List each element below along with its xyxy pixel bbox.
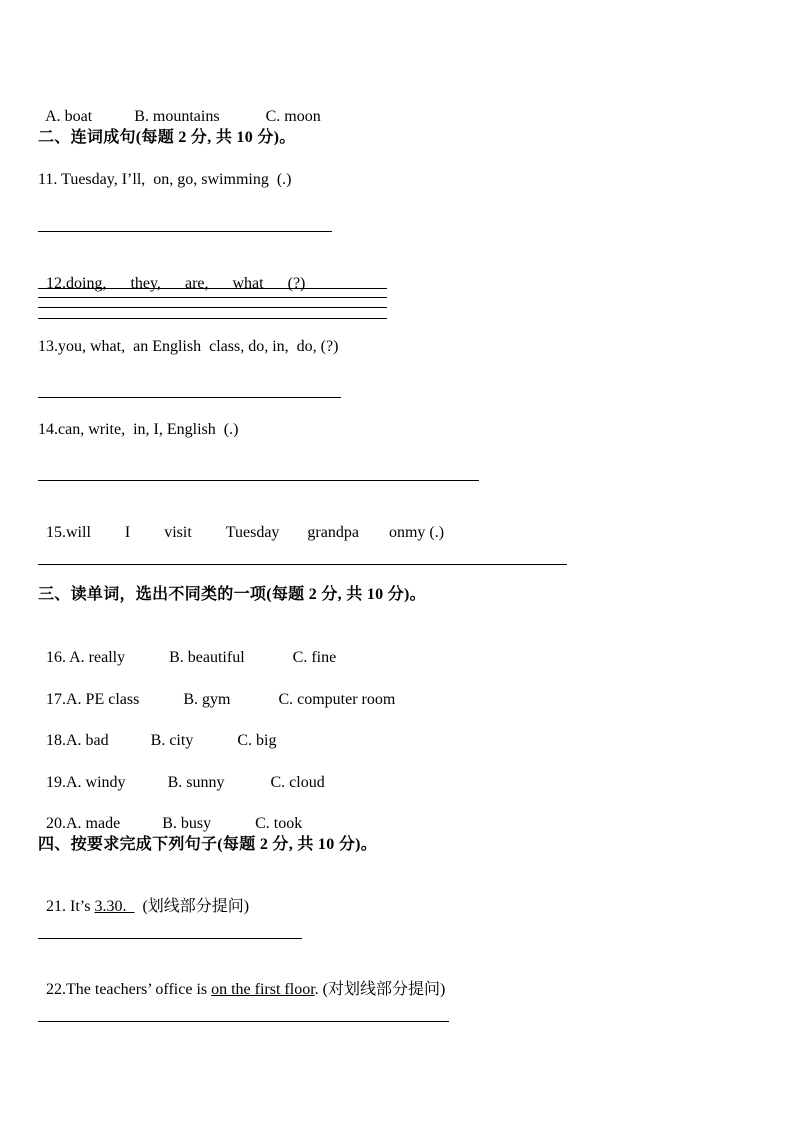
q21-prefix: 21. It’s xyxy=(46,898,95,915)
q15-word: visit xyxy=(164,524,192,541)
q19-option-a: A. windy xyxy=(66,774,126,791)
q22-answer-line[interactable] xyxy=(38,1021,449,1022)
q21-instruction: (划线部分提问) xyxy=(134,898,250,915)
q12-word: are, xyxy=(184,275,209,292)
q22-underlined-answer: on the first floor xyxy=(211,981,315,998)
q12-word: they, xyxy=(130,275,161,292)
section3-heading: 三、读单词，选出不同类的一项(每题 2 分, 共 10 分)。 xyxy=(38,586,426,603)
q17-num: 17. xyxy=(46,691,66,708)
q16-option-a: A. really xyxy=(69,649,126,666)
q12-num: 12. xyxy=(46,275,66,292)
q15-word: grandpa xyxy=(307,524,359,541)
q18-num: 18. xyxy=(46,732,66,749)
q22-instruction: . (对划线部分提问) xyxy=(314,981,446,998)
q15-num: 15. xyxy=(46,524,66,541)
q18-row xyxy=(38,711,276,751)
q21-row xyxy=(38,877,249,917)
q22-prefix: 22.The teachers’ office is xyxy=(46,981,212,998)
q16-option-b: B. beautiful xyxy=(169,649,245,666)
q15-word: I xyxy=(124,524,131,541)
q12-answer-line-4[interactable] xyxy=(38,318,387,319)
q12-answer-line-3[interactable] xyxy=(38,307,387,308)
q15-word: Tuesday xyxy=(225,524,280,541)
q18-option-c: C. big xyxy=(237,732,277,749)
q10-option-b: B. mountains xyxy=(134,108,220,125)
q14-answer-line[interactable] xyxy=(38,480,479,481)
q15-word: will xyxy=(66,524,91,541)
q13-text: 13.you, what, an English class, do, in, do, (?) xyxy=(38,338,339,355)
q16-num: 16. xyxy=(46,649,70,666)
section4-heading: 四、按要求完成下列句子(每题 2 分, 共 10 分)。 xyxy=(38,836,378,853)
q21-answer-line[interactable] xyxy=(38,938,302,939)
q10-option-a: A. boat xyxy=(45,108,93,125)
q20-option-a: A. made xyxy=(66,815,121,832)
q17-option-c: C. computer room xyxy=(278,691,396,708)
q15-answer-line[interactable] xyxy=(38,564,567,565)
q12-word: doing, xyxy=(66,275,107,292)
q17-option-b: B. gym xyxy=(183,691,231,708)
q15-row xyxy=(38,503,444,543)
q20-option-c: C. took xyxy=(255,815,303,832)
q19-row xyxy=(38,753,325,793)
q18-option-a: A. bad xyxy=(66,732,109,749)
q19-num: 19. xyxy=(46,774,66,791)
q19-option-c: C. cloud xyxy=(270,774,325,791)
q12-word: what xyxy=(232,275,264,292)
q16-row xyxy=(38,628,336,668)
q10-option-c: C. moon xyxy=(265,108,321,125)
q17-row xyxy=(38,670,395,710)
q10-options-row xyxy=(38,87,321,127)
q17-option-a: A. PE class xyxy=(66,691,140,708)
section2-heading: 二、连词成句(每题 2 分, 共 10 分)。 xyxy=(38,129,296,146)
q20-row xyxy=(38,794,302,834)
q11-text: 11. Tuesday, I’ll, on, go, swimming (.) xyxy=(38,171,292,188)
q13-answer-line[interactable] xyxy=(38,397,341,398)
q11-answer-line[interactable] xyxy=(38,231,332,232)
q12-answer-line-1[interactable] xyxy=(38,288,387,289)
q22-row xyxy=(38,960,445,1000)
q12-word: (?) xyxy=(287,275,306,292)
q20-option-b: B. busy xyxy=(162,815,212,832)
q21-underlined-answer: 3.30. xyxy=(94,898,135,915)
q12-answer-line-2[interactable] xyxy=(38,297,387,298)
q15-word: onmy (.) xyxy=(388,524,445,541)
q16-option-c: C. fine xyxy=(292,649,337,666)
q18-option-b: B. city xyxy=(150,732,194,749)
q20-num: 20. xyxy=(46,815,66,832)
q19-option-b: B. sunny xyxy=(167,774,225,791)
q14-text: 14.can, write, in, I, English (.) xyxy=(38,421,239,438)
